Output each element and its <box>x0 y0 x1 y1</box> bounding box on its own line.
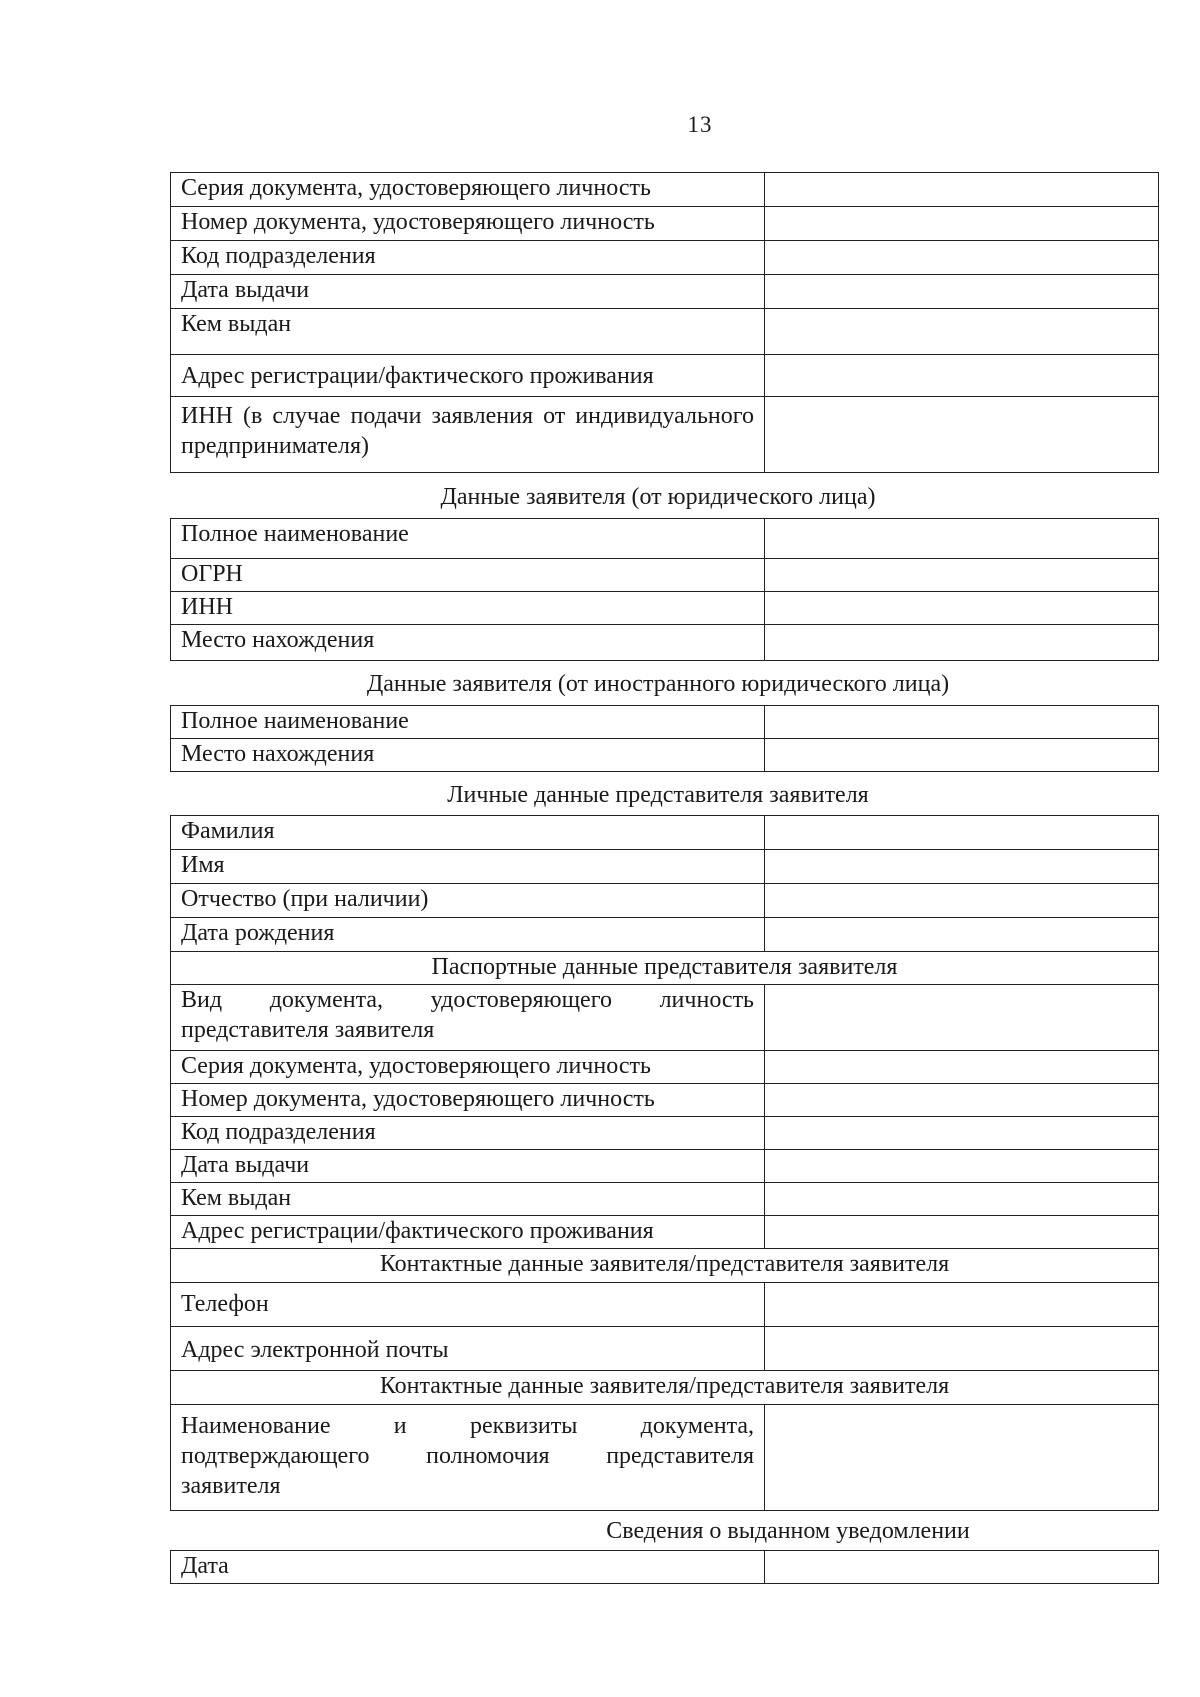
contact-subheading: Контактные данные заявителя/представителя заявителя <box>171 1249 1159 1283</box>
value-cell[interactable] <box>765 592 1159 625</box>
row-label: Место нахождения <box>171 739 765 772</box>
table-row <box>171 625 1159 661</box>
value-cell[interactable] <box>765 816 1159 850</box>
value-cell[interactable] <box>765 1051 1159 1084</box>
section-heading-foreign-entity: Данные заявителя (от иностранного юридического лица) <box>366 671 950 697</box>
table-row <box>171 355 1159 397</box>
row-label: Имя <box>171 850 765 884</box>
value-cell[interactable] <box>765 884 1159 918</box>
value-cell[interactable] <box>765 355 1159 397</box>
row-label: Место нахождения <box>171 625 765 661</box>
row-label: Дата выдачи <box>171 1150 765 1183</box>
section-heading-notice: Сведения о выданном уведомлении <box>606 1518 970 1544</box>
row-label: Код подразделения <box>171 1117 765 1150</box>
value-cell[interactable] <box>765 1327 1159 1371</box>
row-label: Адрес регистрации/фактического проживания <box>171 1216 765 1249</box>
table-row <box>171 850 1159 884</box>
table-row <box>171 952 1159 985</box>
table-row <box>171 559 1159 592</box>
table-row <box>171 592 1159 625</box>
row-label: Серия документа, удостоверяющего личность <box>171 1051 765 1084</box>
authority-subheading: Контактные данные заявителя/представителя заявителя <box>171 1371 1159 1405</box>
row-label: Вид документа, удостоверяющего личность представителя заявителя <box>171 985 765 1051</box>
table-row <box>171 1283 1159 1327</box>
value-cell[interactable] <box>765 519 1159 559</box>
row-label: Отчество (при наличии) <box>171 884 765 918</box>
notice-table <box>170 1550 1146 1584</box>
table-row <box>171 1327 1159 1371</box>
table-row <box>171 884 1159 918</box>
value-cell[interactable] <box>765 1551 1159 1584</box>
table-row <box>171 397 1159 473</box>
value-cell[interactable] <box>765 1216 1159 1249</box>
value-cell[interactable] <box>765 1183 1159 1216</box>
document-data-table <box>170 172 1146 473</box>
value-cell[interactable] <box>765 207 1159 241</box>
row-label: Дата выдачи <box>171 275 765 309</box>
value-cell[interactable] <box>765 985 1159 1051</box>
table-row <box>171 1084 1159 1117</box>
table-row <box>171 519 1159 559</box>
representative-table <box>170 815 1146 1511</box>
value-cell[interactable] <box>765 559 1159 592</box>
row-label: ИНН <box>171 592 765 625</box>
value-cell[interactable] <box>765 1405 1159 1511</box>
foreign-entity-table <box>170 705 1146 772</box>
table-row <box>171 706 1159 739</box>
row-label: Телефон <box>171 1283 765 1327</box>
row-label: Дата рождения <box>171 918 765 952</box>
value-cell[interactable] <box>765 625 1159 661</box>
value-cell[interactable] <box>765 275 1159 309</box>
table-row <box>171 1216 1159 1249</box>
row-label: Серия документа, удостоверяющего личность <box>171 173 765 207</box>
table-row <box>171 275 1159 309</box>
table-row <box>171 1249 1159 1283</box>
value-cell[interactable] <box>765 1283 1159 1327</box>
section-heading-legal-entity: Данные заявителя (от юридического лица) <box>440 484 876 510</box>
value-cell[interactable] <box>765 241 1159 275</box>
table-row <box>171 1117 1159 1150</box>
table-row <box>171 1371 1159 1405</box>
row-label: Номер документа, удостоверяющего личность <box>171 1084 765 1117</box>
row-label: Дата <box>171 1551 765 1584</box>
row-label: Полное наименование <box>171 519 765 559</box>
value-cell[interactable] <box>765 1117 1159 1150</box>
row-label: ИНН (в случае подачи заявления от индивидуального предпринимателя) <box>171 397 765 473</box>
page-number: 13 <box>687 112 713 137</box>
table-row <box>171 241 1159 275</box>
row-label: Кем выдан <box>171 309 765 355</box>
value-cell[interactable] <box>765 1150 1159 1183</box>
table-row <box>171 816 1159 850</box>
row-label: Адрес регистрации/фактического проживания <box>171 355 765 397</box>
value-cell[interactable] <box>765 850 1159 884</box>
row-label: ОГРН <box>171 559 765 592</box>
table-row <box>171 309 1159 355</box>
value-cell[interactable] <box>765 1084 1159 1117</box>
table-row <box>171 1551 1159 1584</box>
row-label: Кем выдан <box>171 1183 765 1216</box>
table-row <box>171 918 1159 952</box>
table-row <box>171 985 1159 1051</box>
row-label: Код подразделения <box>171 241 765 275</box>
value-cell[interactable] <box>765 309 1159 355</box>
table-row <box>171 1150 1159 1183</box>
row-label: Фамилия <box>171 816 765 850</box>
value-cell[interactable] <box>765 173 1159 207</box>
table-row <box>171 1051 1159 1084</box>
table-row <box>171 173 1159 207</box>
row-label: Полное наименование <box>171 706 765 739</box>
passport-subheading: Паспортные данные представителя заявителя <box>171 952 1159 985</box>
table-row <box>171 207 1159 241</box>
value-cell[interactable] <box>765 739 1159 772</box>
value-cell[interactable] <box>765 397 1159 473</box>
row-label: Наименование и реквизиты документа, подтверждающего полномочия представителя заявителя <box>171 1405 765 1511</box>
table-row <box>171 1183 1159 1216</box>
table-row <box>171 739 1159 772</box>
legal-entity-table <box>170 518 1146 661</box>
row-label: Номер документа, удостоверяющего личность <box>171 207 765 241</box>
value-cell[interactable] <box>765 918 1159 952</box>
value-cell[interactable] <box>765 706 1159 739</box>
section-heading-representative: Личные данные представителя заявителя <box>447 782 869 808</box>
table-row <box>171 1405 1159 1511</box>
row-label: Адрес электронной почты <box>171 1327 765 1371</box>
